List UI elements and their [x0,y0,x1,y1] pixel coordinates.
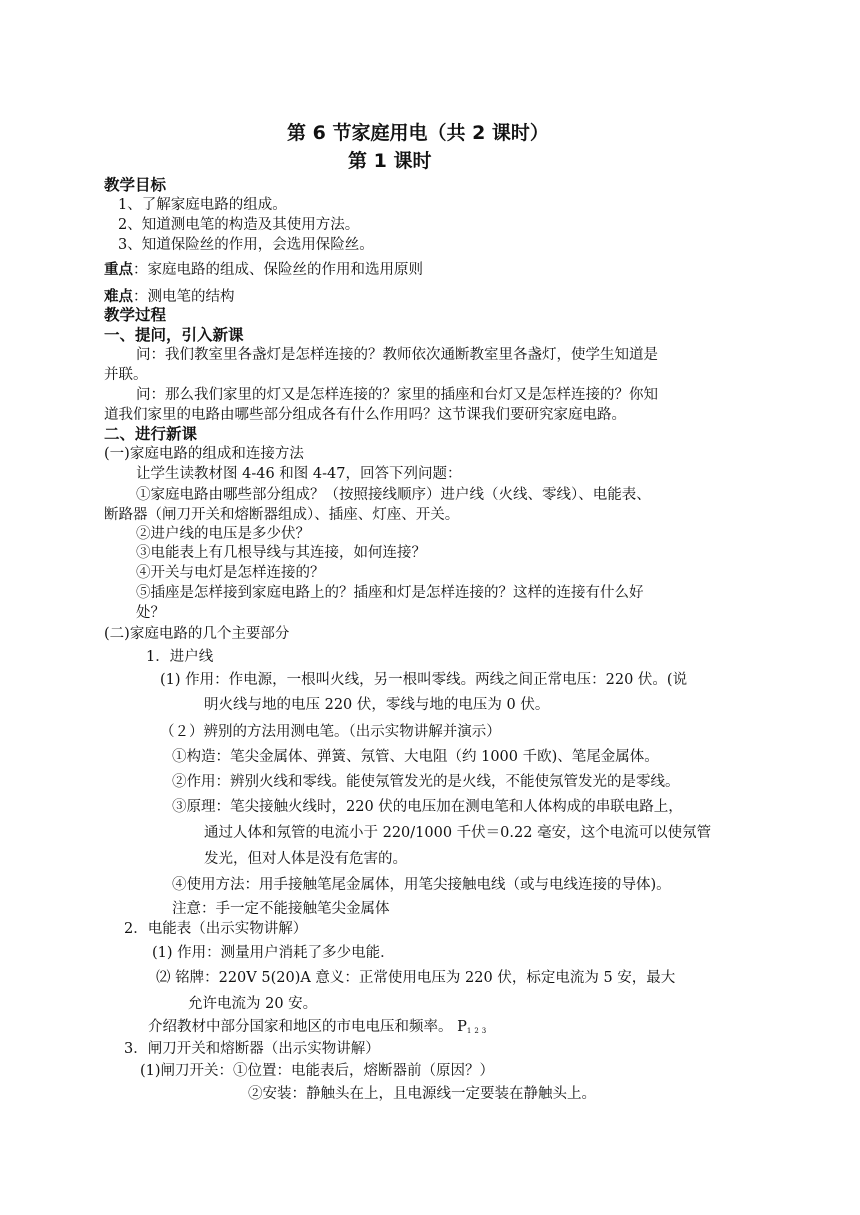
question-line: ③电能表上有几根导线与其连接，如何连接？ [136,545,426,561]
content-line: 通过人体和氖管的电流小于 220/1000 千伏＝0.22 毫安，这个电流可以使氖管 [204,825,712,841]
section-heading: (一)家庭电路的组成和连接方法 [104,446,304,462]
key-point-label: 重点 [104,262,133,278]
subsection-heading: 1．进户线 [146,649,214,665]
section-heading: (二)家庭电路的几个主要部分 [104,626,290,642]
content-line: ④使用方法：用手接触笔尾金属体，用笔尖接触电线（或与电线连接的导体)。 [172,877,671,893]
question-line: ⑤插座是怎样接到家庭电路上的？插座和灯是怎样连接的？这样的连接有什么好 [136,585,644,601]
difficulty [104,287,235,307]
content-line: (1) 作用：测量用户消耗了多少电能． [152,945,395,961]
content-line: (1) 作用：作电源，一根叫火线，另一根叫零线。两线之间正常电压：220 伏。(说 [160,672,688,688]
objective-item: 1、了解家庭电路的组成。 [118,197,287,213]
objective-item: 3、知道保险丝的作用，会选用保险丝。 [118,237,374,253]
content-line: 明火线与地的电压 220 伏，零线与地的电压为 0 伏。 [204,697,550,713]
page-reference-number: 123 [466,1027,490,1035]
content-line: ②安装：静触头在上，且电源线一定要装在静触头上。 [248,1086,596,1102]
paragraph-line: 并联。 [104,367,148,383]
page-title: 第 6 节家庭用电（共 2 课时） [287,122,549,144]
paragraph-line: 道我们家里的电路由哪些部分组成各有什么作用吗？这节课我们要研究家庭电路。 [104,407,626,423]
key-point [104,260,423,280]
page-reference: P [457,1019,467,1035]
question-line: 断路器（闸刀开关和熔断器组成）、插座、灯座、开关。 [104,507,460,523]
content-line: 允许电流为 20 安。 [188,996,318,1012]
content-line: ⑵ 铭牌：220V 5(20)A 意义：正常使用电压为 220 伏，标定电流为 5 安，最大 [156,970,676,986]
paragraph-line: 问：那么我们家里的灯又是怎样连接的？家里的插座和台灯又是怎样连接的？你知 [136,387,658,403]
question-line: ①家庭电路由哪些部分组成？（按照接线顺序）进户线（火线、零线）、电能表、 [136,487,651,503]
part2-heading: 二、进行新课 [104,425,198,443]
process-heading: 教学过程 [104,306,167,324]
part1-heading: 一、提问，引入新课 [104,326,244,344]
content-line: ②作用：辨别火线和零线。能使氖管发光的是火线，不能使氖管发光的是零线。 [172,774,680,790]
content-line: ①构造：笔尖金属体、弹簧、氖管、大电阻（约 1000 千欧)、笔尾金属体。 [172,749,659,765]
content-line: 注意：手一定不能接触笔尖金属体 [172,901,390,917]
content-line: (1)闸刀开关：①位置：电能表后，熔断器前（原因？） [140,1063,495,1079]
objectives-heading: 教学目标 [104,176,167,194]
page-subtitle: 第 1 课时 [348,150,432,172]
objective-item: 2、知道测电笔的构造及其使用方法。 [118,217,360,233]
paragraph-line: 让学生读教材图 4-46 和图 4-47，回答下列问题： [136,466,462,482]
question-line: ④开关与电灯是怎样连接的？ [136,565,325,581]
question-line: 处？ [136,605,165,621]
content-line: （２）辨别的方法用测电笔。（出示实物讲解并演示） [160,724,501,740]
content-line: ③原理：笔尖接触火线时，220 伏的电压加在测电笔和人体构成的串联电路上， [172,799,683,815]
note-line [148,1017,489,1041]
content-line: 发光，但对人体是没有危害的。 [204,851,407,867]
question-line: ②进户线的电压是多少伏？ [136,526,310,542]
subsection-heading: 3．闸刀开关和熔断器（出示实物讲解） [124,1041,380,1057]
paragraph-line: 问：我们教室里各盏灯是怎样连接的？教师依次通断教室里各盏灯，使学生知道是 [136,347,658,363]
difficulty-text: ：测电笔的结构 [133,289,235,305]
subsection-heading: 2．电能表（出示实物讲解） [124,921,308,937]
key-point-text: ：家庭电路的组成、保险丝的作用和选用原则 [133,262,423,278]
note-text: 介绍教材中部分国家和地区的市电电压和频率。 [148,1019,453,1035]
difficulty-label: 难点 [104,289,133,305]
